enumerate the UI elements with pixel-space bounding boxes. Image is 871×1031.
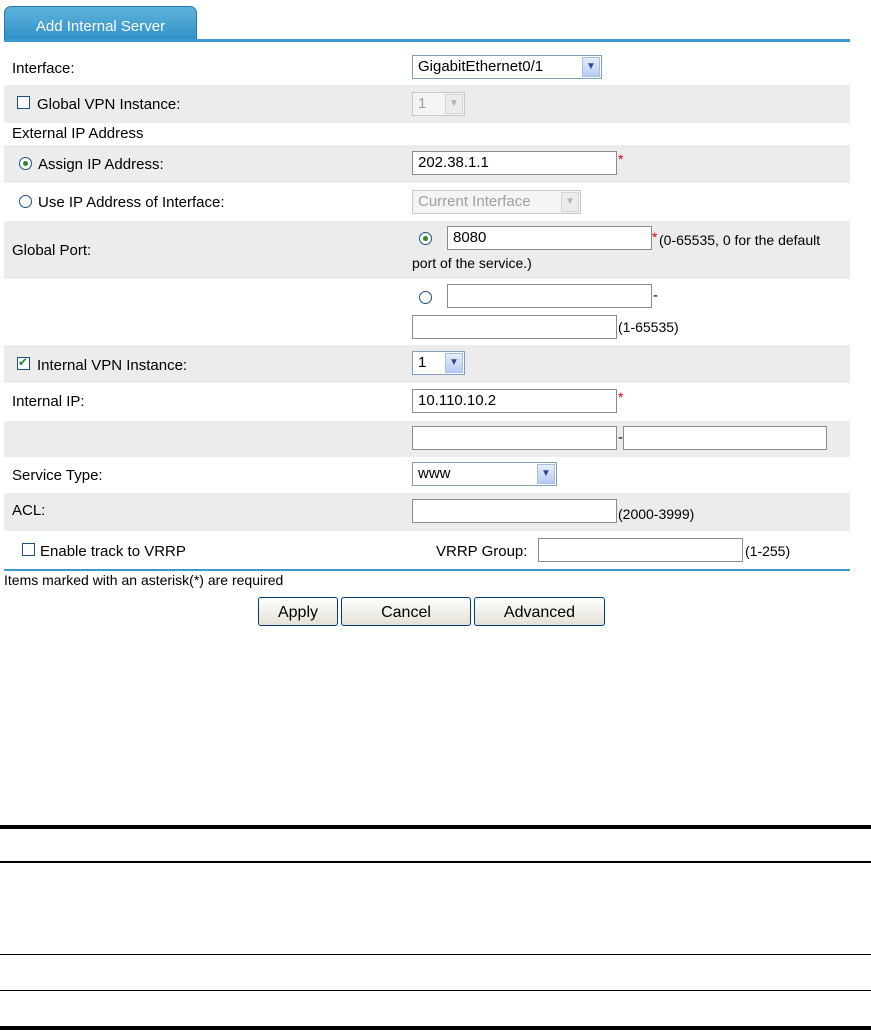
vrrp-group-label: VRRP Group: (436, 543, 528, 560)
interface-row (4, 53, 850, 85)
required-marker: * (618, 389, 624, 405)
chevron-down-icon: ▼ (537, 464, 555, 484)
global-vpn-select[interactable] (412, 92, 465, 116)
range-dash: - (653, 287, 658, 304)
service-type-row (4, 457, 850, 493)
internal-ip-end-input[interactable] (623, 426, 827, 450)
table-top-rule (0, 825, 871, 829)
global-vpn-select-value: 1 (418, 95, 427, 112)
form-bottom-line (4, 569, 850, 571)
global-port-range-radio[interactable] (419, 291, 432, 304)
internal-ip-start-input[interactable] (412, 426, 617, 450)
internal-vpn-label: Internal VPN Instance: (37, 357, 188, 374)
advanced-button[interactable]: Advanced (474, 597, 605, 626)
external-ip-row (4, 123, 850, 145)
global-port-single-radio[interactable] (419, 232, 432, 245)
chevron-down-icon: ▼ (445, 353, 463, 373)
tab-add-internal-server[interactable]: Add Internal Server (4, 6, 197, 41)
interface-label: Interface: (12, 60, 75, 77)
internal-vpn-checkbox[interactable] (17, 357, 30, 370)
table-bottom-rule (0, 1026, 871, 1030)
global-vpn-label: Global VPN Instance: (37, 96, 181, 113)
internal-ip-range-row (4, 421, 850, 457)
internal-ip-label: Internal IP: (12, 393, 85, 410)
vrrp-group-input[interactable] (538, 538, 743, 562)
use-interface-ip-label: Use IP Address of Interface: (38, 194, 225, 211)
required-marker: * (618, 151, 624, 167)
service-type-label: Service Type: (12, 467, 103, 484)
global-port-hint-cont: port of the service.) (412, 255, 532, 271)
required-note: Items marked with an asterisk(*) are required (4, 572, 284, 588)
vrrp-label: Enable track to VRRP (40, 543, 186, 560)
required-marker: * (652, 229, 658, 245)
global-port-range-hint: (1-65535) (618, 319, 679, 335)
internal-vpn-select[interactable] (412, 351, 465, 375)
acl-hint: (2000-3999) (618, 506, 695, 522)
internal-ip-row (4, 383, 850, 421)
acl-input[interactable] (412, 499, 617, 523)
range-dash: - (618, 429, 623, 446)
use-interface-ip-select-value: Current Interface (418, 193, 531, 210)
internal-vpn-row (4, 345, 850, 383)
global-port-end-input[interactable] (412, 315, 617, 339)
interface-select-value: GigabitEthernet0/1 (418, 58, 544, 75)
global-port-row (4, 221, 850, 279)
assign-ip-input[interactable]: 202.38.1.1 (412, 151, 617, 175)
use-interface-ip-row (4, 183, 850, 221)
interface-select[interactable] (412, 55, 602, 79)
global-vpn-row (4, 85, 850, 123)
global-port-label: Global Port: (12, 242, 92, 259)
assign-ip-label: Assign IP Address: (38, 156, 164, 173)
vrrp-group-hint: (1-255) (745, 543, 791, 559)
internal-ip-input[interactable]: 10.110.10.2 (412, 389, 617, 413)
assign-ip-radio[interactable] (19, 157, 32, 170)
global-port-start-input[interactable] (447, 284, 652, 308)
global-vpn-checkbox[interactable] (17, 96, 30, 109)
external-ip-section-label: External IP Address (12, 125, 144, 142)
acl-row (4, 493, 850, 531)
internal-vpn-select-value: 1 (418, 354, 427, 371)
use-interface-ip-radio[interactable] (19, 195, 32, 208)
cancel-button[interactable]: Cancel (341, 597, 471, 626)
service-type-select[interactable] (412, 462, 557, 486)
use-interface-ip-select[interactable] (412, 190, 581, 214)
chevron-down-icon: ▼ (561, 192, 579, 212)
table-row-rule (0, 990, 871, 991)
service-type-select-value: www (418, 465, 451, 482)
vrrp-checkbox[interactable] (22, 543, 35, 556)
chevron-down-icon: ▼ (445, 94, 463, 114)
table-row-rule (0, 954, 871, 955)
global-port-range-row (4, 279, 850, 345)
table-header-rule (0, 861, 871, 863)
global-port-hint: (0-65535, 0 for the default (659, 232, 821, 248)
chevron-down-icon: ▼ (582, 57, 600, 77)
global-port-input[interactable]: 8080 (447, 226, 652, 250)
tab-underline (4, 39, 850, 42)
apply-button[interactable]: Apply (258, 597, 338, 626)
vrrp-row (4, 531, 850, 569)
assign-ip-row (4, 145, 850, 183)
acl-label: ACL: (12, 502, 46, 519)
